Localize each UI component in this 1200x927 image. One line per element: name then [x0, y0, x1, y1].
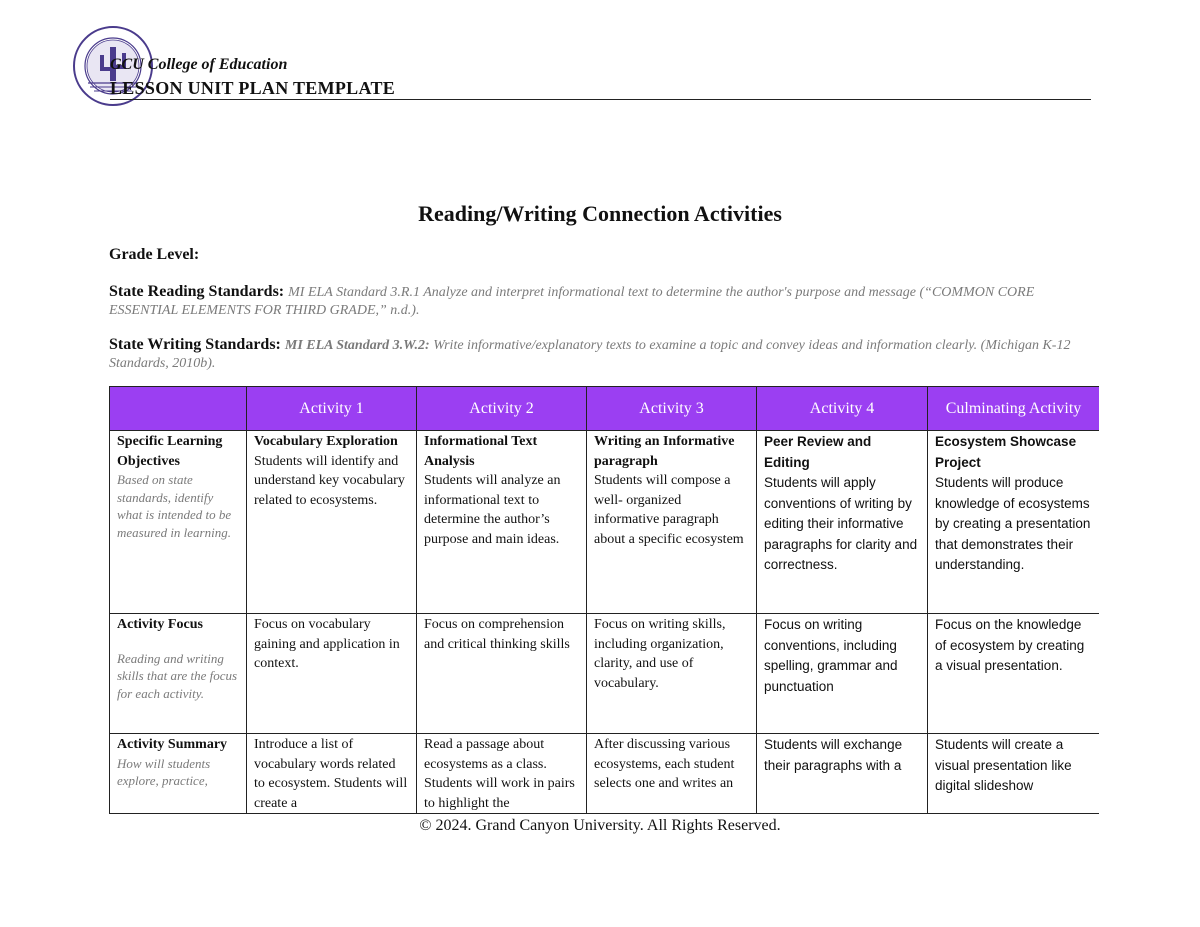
page-title: Reading/Writing Connection Activities — [418, 201, 782, 226]
cell-body: Students will compose a well- organized informative paragraph about a specific ecosystem — [594, 473, 744, 547]
table-cell — [757, 734, 928, 814]
table-cell — [587, 431, 757, 614]
table-cell — [247, 614, 417, 734]
cell-body: Focus on writing skills, including organization, clarity, and use of vocabulary. — [594, 617, 726, 691]
row-label: Activity Summary — [117, 737, 228, 752]
table-cell — [417, 734, 587, 814]
table-cell — [247, 734, 417, 814]
header-activity-1: Activity 1 — [247, 387, 417, 431]
table-row — [110, 734, 1100, 814]
cell-body: Students will identify and understand key vocabulary related to ecosystems. — [254, 453, 405, 508]
row-label: Specific Learning Objectives — [117, 434, 223, 469]
reading-standards-text: MI ELA Standard 3.R.1 Analyze and interpret informational text to determine the author's purpose and message (“COMMON CORE ESSENTIAL ELEMENTS FOR THIRD GRADE,” n.d.). — [109, 285, 1035, 318]
activities-table — [109, 386, 1099, 816]
writing-standards-code: MI ELA Standard 3.W.2: — [284, 338, 430, 353]
template-title: LESSON UNIT PLAN TEMPLATE — [110, 78, 396, 98]
cell-body: Introduce a list of vocabulary words related to ecosystem. Students will create a — [254, 737, 408, 811]
header-cell-empty — [110, 387, 247, 431]
table-row — [110, 614, 1100, 734]
table-cell — [417, 431, 587, 614]
reading-standards — [109, 283, 1094, 319]
cell-body: After discussing various ecosystems, each student selects one and writes an — [594, 737, 735, 791]
header-activity-4: Activity 4 — [757, 387, 928, 431]
cell-title: Writing an Informative paragraph — [594, 434, 735, 469]
header-culminating-activity: Culminating Activity — [928, 387, 1100, 431]
cell-body: Students will exchange their paragraphs with a — [764, 737, 903, 773]
table-cell — [587, 614, 757, 734]
cell-body: Students will produce knowledge of ecosystems by creating a presentation that demonstrates their understanding. — [935, 475, 1091, 572]
cell-body: Focus on the knowledge of ecosystem by creating a visual presentation. — [935, 617, 1085, 673]
table-row — [110, 431, 1100, 614]
table-header-row — [110, 387, 1100, 431]
row-hint: Based on state standards, identify what is intended to be measured in learning. — [117, 472, 232, 540]
row-hint: How will students explore, practice, — [117, 755, 211, 788]
table-cell — [928, 614, 1100, 734]
table-cell — [757, 431, 928, 614]
reading-standards-label: State Reading Standards: — [109, 283, 285, 300]
cell-body: Students will analyze an informational text to determine the author’s purpose and main ideas. — [424, 473, 561, 547]
row-hint: Reading and writing skills that are the focus for each activity. — [117, 650, 238, 701]
cell-body: Students will create a visual presentation like digital slideshow — [935, 737, 1072, 793]
cell-title: Ecosystem Showcase Project — [935, 434, 1077, 470]
row-header-summary — [110, 734, 247, 814]
header-activity-2: Activity 2 — [417, 387, 587, 431]
table-cell — [757, 614, 928, 734]
cell-body: Focus on vocabulary gaining and application in context. — [254, 617, 400, 671]
table-cell — [928, 431, 1100, 614]
table-cell — [247, 431, 417, 614]
table-cell — [417, 614, 587, 734]
table-cell — [587, 734, 757, 814]
college-name: GCU College of Education — [110, 56, 288, 73]
writing-standards — [109, 336, 1094, 372]
header-rule — [110, 99, 1091, 100]
grade-level-label: Grade Level: — [109, 246, 200, 263]
cell-title: Peer Review and Editing — [764, 434, 872, 470]
row-header-focus — [110, 614, 247, 734]
cell-body: Focus on writing conventions, including spelling, grammar and punctuation — [764, 617, 898, 694]
cell-body: Read a passage about ecosystems as a class. Students will work in pairs to highlight the — [424, 737, 575, 811]
writing-standards-text: Write informative/explanatory texts to examine a topic and convey ideas and information clearly. (Michigan K-12 Standards, 2010b). — [109, 338, 1071, 371]
header-activity-3: Activity 3 — [587, 387, 757, 431]
writing-standards-label: State Writing Standards: — [109, 336, 281, 353]
cell-body: Focus on comprehension and critical thinking skills — [424, 617, 570, 652]
cell-title: Informational Text Analysis — [424, 434, 538, 469]
cell-title: Vocabulary Exploration — [254, 434, 398, 449]
copyright-footer: © 2024. Grand Canyon University. All Rights Reserved. — [419, 817, 781, 834]
cell-body: Students will apply conventions of writing by editing their informative paragraphs for clarity and correctness. — [764, 475, 918, 572]
row-label: Activity Focus — [117, 617, 203, 632]
row-header-objectives — [110, 431, 247, 614]
table-cell — [928, 734, 1100, 814]
